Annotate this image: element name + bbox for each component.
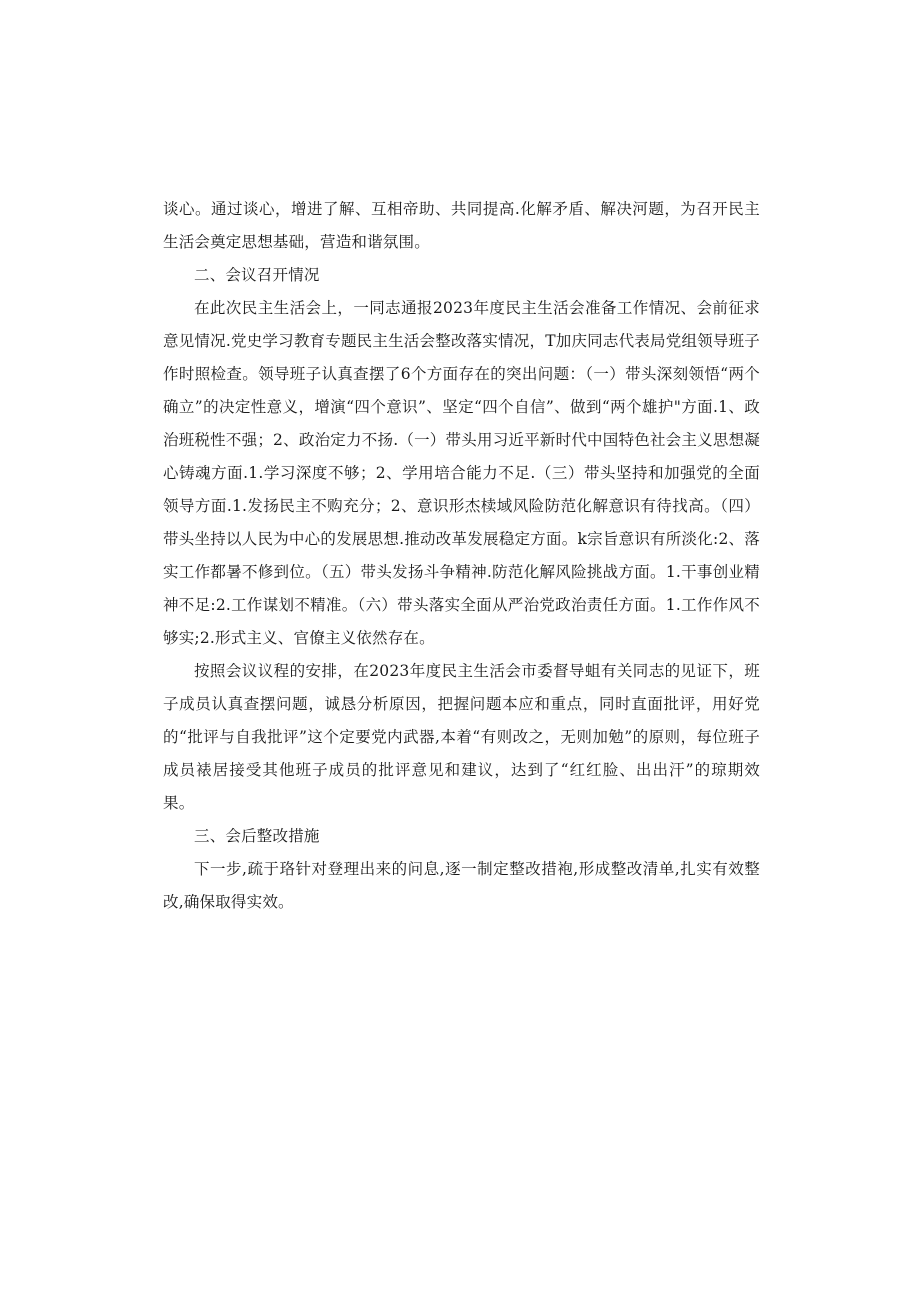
paragraph-talk-continuation: 谈心。通过谈心，增进了解、互相帝助、共同提高.化解矛盾、解决河题，为召开民主生活会奠定思想基础，营造和谐氛围。 xyxy=(163,200,760,251)
paragraph-criticism-process: 按照会议议程的安排，在2023年度民主生活会市委督导蛆有关同志的见证下，班子成员认真查摆问题，诚恳分析原因，把握问题本应和重点，同时直面批评，用好党的“批评与自我批评”这个定要党内武器,本着“有则改之，无则加勉”的原则，每位班子成员裱居接受其他班子成员的批评意见和建议，达到了“红红脸、出出汗”的琼期效果。 xyxy=(163,662,760,812)
paragraph-next-steps: 下一步,疏于珞针对登理出来的问息,逐一制定整改措袍,形成整改清单,扎实有效整改,确保取得实效。 xyxy=(163,860,760,911)
document-body xyxy=(163,193,760,919)
section-heading-rectification: 三、会后整改措施 xyxy=(194,827,320,845)
paragraph-meeting-details: 在此次民主生活会上，一同志通报2023年度民主生活会准备工作情况、会前征求意见情况.党史学习教育专题民主生活会整改落实情况，T加庆同志代表局党组领导班子作时照检查。领导班子认真查摆了6个方面存在的突出问题：（一）带头深刻领悟“两个确立”的决定性意义，增演“四个意识”、坚定“四个自信”、做到“两个雄护"方面.1、政治班税性不强；2、政治定力不扬.（一）带头用习近平新时代中国特色社会主义思想凝心铸魂方面.1.学习深度不够；2、学用培合能力不足.（三）带头坚持和加强党的全面领导方面.1.发扬民主不购充分；2、意识形杰椟域风险防范化解意识有待找高。（四）带头坐持以人民为中心的发展思想.推动改革发展稳定方面。k宗旨意识有所淡化:2、落实工作都暑不修到位。（五）带头发扬斗争精神.防范化解风险挑战方面。1.干事创业精神不足:2.工作谋划不精准。（六）带头落实全面从严治党政治责任方面。1.工作作风不够实;2.形式主义、官僚主义依然存在。 xyxy=(163,299,760,647)
section-heading-meeting: 二、会议召开情况 xyxy=(194,266,320,284)
